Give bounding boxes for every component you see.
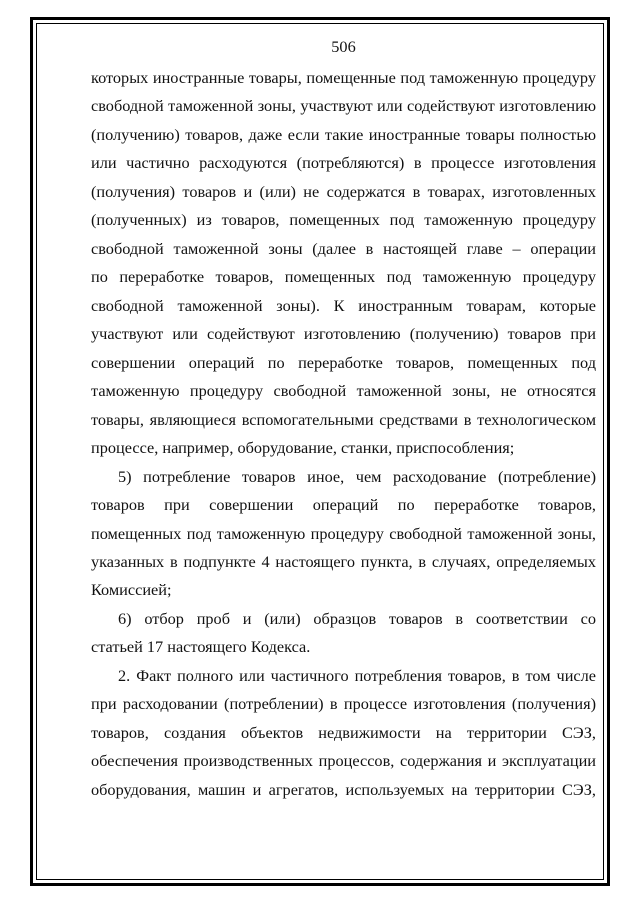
text-line: товаров при совершении операций по переработке товаров, bbox=[91, 495, 596, 515]
text-line: Комиссией; bbox=[91, 580, 172, 600]
text-line: (получению) товаров, даже если такие иностранные товары полностью bbox=[91, 124, 596, 144]
text-line: товары, являющиеся вспомогательными средствами в технологическом bbox=[91, 409, 596, 429]
paragraph bbox=[91, 662, 596, 804]
text-line: товаров, создания объектов недвижимости на территории СЭЗ, bbox=[91, 722, 596, 742]
text-line: помещенных под таможенную процедуру свободной таможенной зоны, bbox=[91, 523, 596, 543]
text-line: 5) потребление товаров иное, чем расходование (потребление) bbox=[118, 466, 596, 486]
text-line: указанных в подпункте 4 настоящего пункта, в случаях, определяемых bbox=[91, 551, 596, 571]
text-line: по переработке товаров, помещенных под таможенную процедуру bbox=[91, 267, 596, 287]
text-line: которых иностранные товары, помещенные под таможенную процедуру bbox=[91, 68, 596, 87]
paragraph bbox=[91, 605, 596, 662]
text-line: свободной таможенной зоны). К иностранным товарам, которые bbox=[91, 295, 596, 315]
text-line: 6) отбор проб и (или) образцов товаров в соответствии со bbox=[118, 608, 596, 628]
page-number: 506 bbox=[331, 37, 356, 56]
text-line: процессе, например, оборудование, станки, приспособления; bbox=[91, 438, 515, 458]
text-line: таможенную процедуру свободной таможенной зоны, не относятся bbox=[91, 381, 596, 401]
text-line: или частично расходуются (потребляются) в процессе изготовления bbox=[91, 153, 596, 173]
text-line: совершении операций по переработке товаров, помещенных под bbox=[91, 352, 596, 372]
text-line: свободной таможенной зоны, участвуют или содействуют изготовлению bbox=[91, 96, 596, 116]
text-line: (полученных) из товаров, помещенных под таможенную процедуру bbox=[91, 210, 596, 230]
text-line: (получения) товаров и (или) не содержатся в товарах, изготовленных bbox=[91, 181, 596, 201]
paragraph bbox=[91, 64, 596, 463]
text-line: статьей 17 настоящего Кодекса. bbox=[91, 637, 311, 657]
text-line: 2. Факт полного или частичного потребления товаров, в том числе bbox=[118, 665, 596, 685]
text-line: свободной таможенной зоны (далее в настоящей главе – операции bbox=[91, 238, 596, 258]
text-line: участвуют или содействуют изготовлению (получению) товаров при bbox=[91, 324, 596, 344]
text-line: оборудования, машин и агрегатов, используемых на территории СЭЗ, bbox=[91, 779, 596, 799]
text-line: при расходовании (потреблении) в процессе изготовления (получения) bbox=[91, 694, 596, 714]
body-text bbox=[91, 64, 596, 804]
text-line: обеспечения производственных процессов, содержания и эксплуатации bbox=[91, 751, 596, 771]
paragraph bbox=[91, 463, 596, 605]
